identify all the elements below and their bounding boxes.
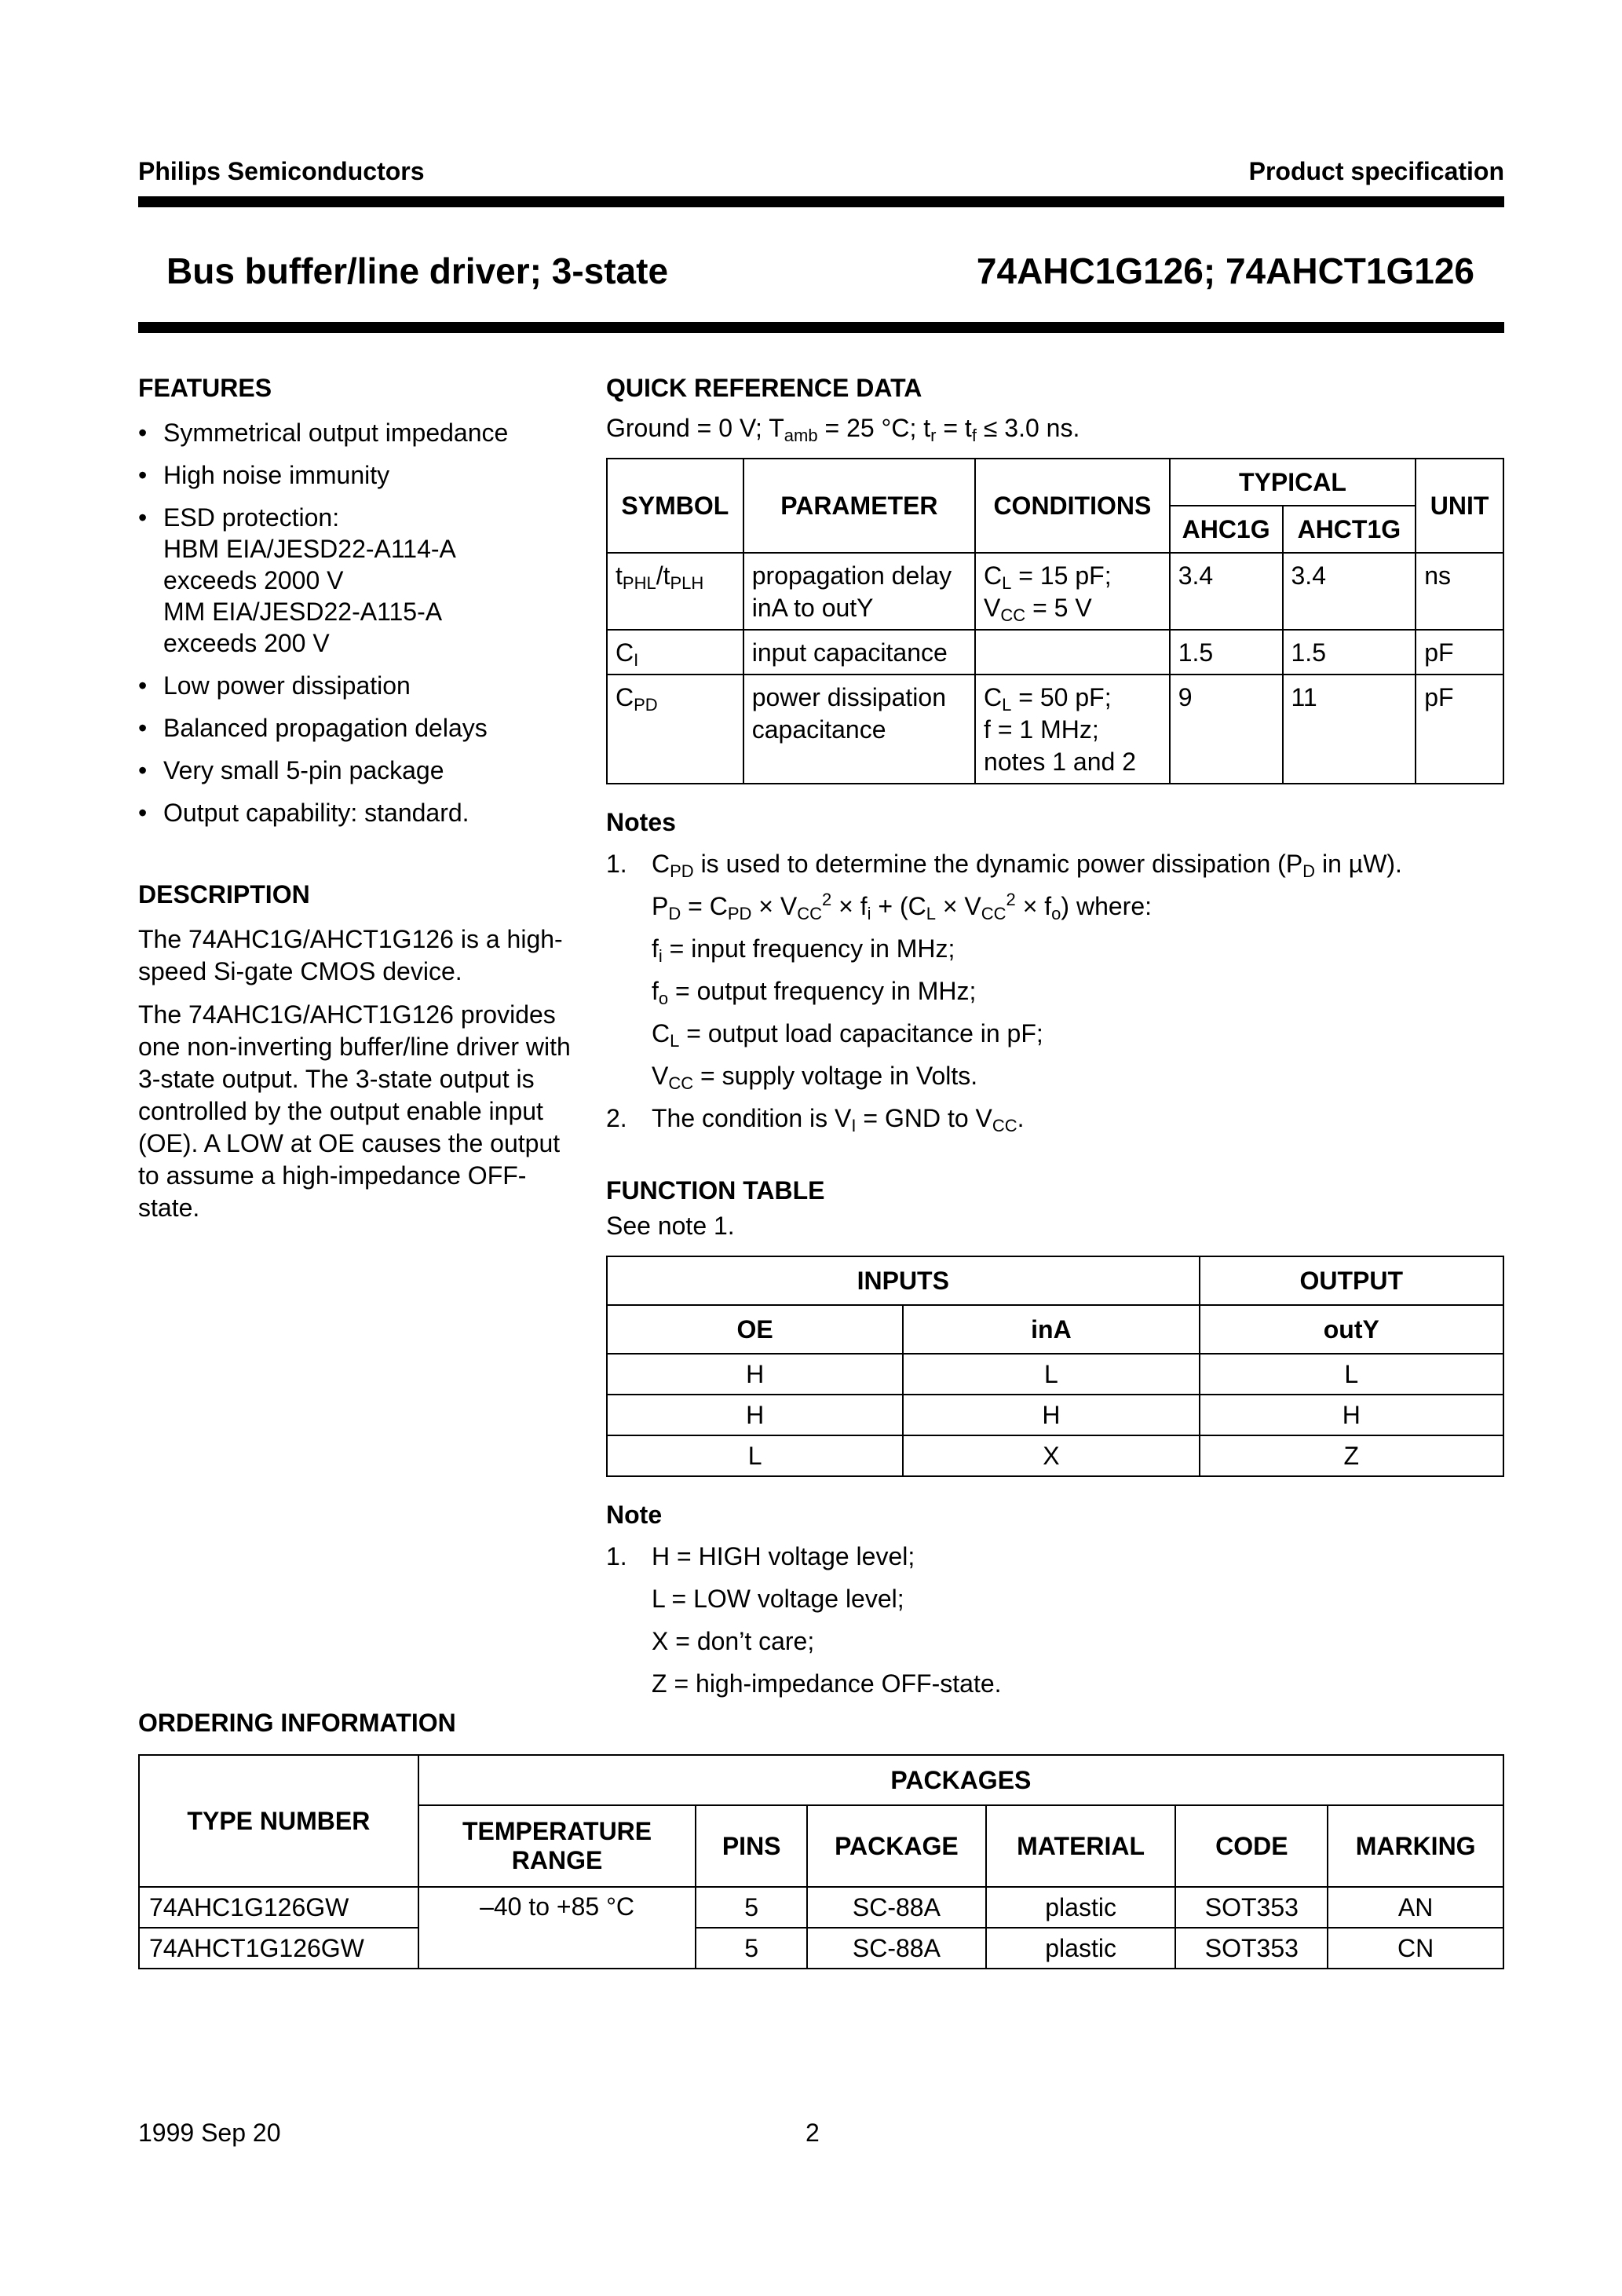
description-heading: DESCRIPTION <box>138 880 310 909</box>
col-header-outy: outY <box>1200 1305 1503 1354</box>
oe-value: H <box>607 1354 903 1395</box>
page-number: 2 <box>806 2119 820 2147</box>
function-note-line: L = LOW voltage level; <box>652 1585 904 1613</box>
title-rule <box>138 322 1504 333</box>
ina-value: H <box>903 1395 1199 1435</box>
unit-cell: pF <box>1416 630 1503 675</box>
col-header-temperature-range: TEMPERATURE RANGE <box>418 1805 696 1887</box>
parameter-cell: propagation delay inA to outY <box>743 553 975 630</box>
col-header-parameter: PARAMETER <box>743 459 975 553</box>
function-note-line: X = don’t care; <box>652 1627 815 1655</box>
packages-group-header: PACKAGES <box>418 1755 1503 1805</box>
table-row <box>607 1354 1503 1395</box>
unit-cell: ns <box>1416 553 1503 630</box>
function-note-1: 1. H = HIGH voltage level; <box>606 1542 915 1570</box>
table-row <box>607 630 1503 675</box>
oe-value: L <box>607 1435 903 1476</box>
outy-value: L <box>1200 1354 1503 1395</box>
outy-value: Z <box>1200 1435 1503 1476</box>
feature-item: • Symmetrical output impedance <box>138 417 578 448</box>
feature-item: • High noise immunity <box>138 459 578 491</box>
unit-cell: pF <box>1416 675 1503 784</box>
function-note-list <box>606 1541 1504 1699</box>
part-numbers: 74AHC1G126; 74AHCT1G126 <box>976 250 1474 291</box>
definition-fi: $f_i$ = input frequency in MHz; <box>652 934 955 966</box>
package-cell: SC-88A <box>807 1887 986 1928</box>
package-cell: SC-88A <box>807 1928 986 1969</box>
ahct1g-value: 11 <box>1283 675 1416 784</box>
function-note-heading: Note <box>606 1501 663 1529</box>
col-header-symbol: SYMBOL <box>607 459 743 553</box>
col-header-ahct1g: AHCT1G <box>1283 506 1416 553</box>
col-header-ina: inA <box>903 1305 1199 1354</box>
col-header-conditions: CONDITIONS <box>975 459 1170 553</box>
function-table <box>606 1256 1504 1477</box>
definition-fo: $f_o$ = output frequency in MHz; <box>652 977 977 1008</box>
col-header-pins: PINS <box>696 1805 807 1887</box>
col-header-code: CODE <box>1175 1805 1328 1887</box>
ina-value: X <box>903 1435 1199 1476</box>
top-rule <box>138 196 1504 207</box>
document-type: Product specification <box>1248 157 1504 185</box>
marking-cell: AN <box>1328 1887 1503 1928</box>
quick-reference-heading: QUICK REFERENCE DATA <box>606 374 922 402</box>
pins-cell: 5 <box>696 1887 807 1928</box>
parameter-cell: power dissipation capacitance <box>743 675 975 784</box>
features-list <box>138 417 578 828</box>
temperature-cell: –40 to +85 °C <box>418 1887 696 1969</box>
output-group-header: OUTPUT <box>1200 1256 1503 1305</box>
marking-cell: CN <box>1328 1928 1503 1969</box>
col-header-material: MATERIAL <box>986 1805 1176 1887</box>
col-header-marking: MARKING <box>1328 1805 1503 1887</box>
power-equation: $P_D = C_{PD} \times V_{CC}^2 \times f_i + (C_L \times V_{CC}^2 \times f_o)$ where: <box>652 890 1152 923</box>
symbol-cell: $C_{PD}$ <box>607 675 743 784</box>
note-2: 2. The condition is $V_I$ = GND to $V_{CC}$. <box>606 1104 1025 1135</box>
ahc1g-value: 3.4 <box>1170 553 1283 630</box>
ahct1g-value: 3.4 <box>1283 553 1416 630</box>
features-heading: FEATURES <box>138 374 272 402</box>
conditions-cell: $C_L = 50$ pF; f = 1 MHz; notes 1 and 2 <box>975 675 1170 784</box>
description-body <box>138 923 578 1224</box>
col-header-package: PACKAGE <box>807 1805 986 1887</box>
col-header-oe: OE <box>607 1305 903 1354</box>
quick-reference-conditions: Ground = 0 V; $T_{amb} = 25$ °C; $t_r = t_f \le 3.0$ ns. <box>606 414 1080 445</box>
quick-reference-table <box>606 458 1504 784</box>
ahc1g-value: 1.5 <box>1170 630 1283 675</box>
function-note-line: Z = high-impedance OFF-state. <box>652 1669 1002 1698</box>
inputs-group-header: INPUTS <box>607 1256 1200 1305</box>
table-row <box>139 1928 1503 1969</box>
code-cell: SOT353 <box>1175 1928 1328 1969</box>
material-cell: plastic <box>986 1887 1176 1928</box>
definition-vcc: $V_{CC}$ = supply voltage in Volts. <box>652 1062 978 1093</box>
feature-item: • Very small 5-pin package <box>138 755 578 786</box>
function-table-heading: FUNCTION TABLE <box>606 1176 825 1205</box>
table-row <box>607 1395 1503 1435</box>
ahc1g-value: 9 <box>1170 675 1283 784</box>
footer-date: 1999 Sep 20 <box>138 2119 281 2147</box>
table-row <box>139 1887 1503 1928</box>
feature-item: • Balanced propagation delays <box>138 712 578 744</box>
ahct1g-value: 1.5 <box>1283 630 1416 675</box>
table-row <box>607 553 1503 630</box>
ordering-table <box>138 1754 1504 1969</box>
document-title: Bus buffer/line driver; 3-state <box>166 250 669 291</box>
outy-value: H <box>1200 1395 1503 1435</box>
type-number-cell: 74AHC1G126GW <box>139 1887 418 1928</box>
feature-item-esd: • ESD protection: HBM EIA/JESD22-A114-A exceeds 2000 V MM EIA/JESD22-A115-A exceeds 200 V <box>138 502 578 659</box>
code-cell: SOT353 <box>1175 1887 1328 1928</box>
conditions-cell <box>975 630 1170 675</box>
feature-item: • Output capability: standard. <box>138 797 578 828</box>
company-name: Philips Semiconductors <box>138 157 425 185</box>
col-header-unit: UNIT <box>1416 459 1503 553</box>
right-column <box>606 374 1504 1710</box>
conditions-cell: $C_L = 15$ pF; $V_{CC} = 5$ V <box>975 553 1170 630</box>
description-paragraph: The 74AHC1G/AHCT1G126 is a high-speed Si-gate CMOS device. <box>138 925 563 985</box>
table-row <box>607 675 1503 784</box>
notes-heading: Notes <box>606 808 676 836</box>
left-column <box>138 374 578 1224</box>
ina-value: L <box>903 1354 1199 1395</box>
symbol-cell: $C_I$ <box>607 630 743 675</box>
definition-cl: $C_L$ = output load capacitance in pF; <box>652 1019 1043 1051</box>
table-row <box>607 1435 1503 1476</box>
pins-cell: 5 <box>696 1928 807 1969</box>
type-number-cell: 74AHCT1G126GW <box>139 1928 418 1969</box>
ordering-heading: ORDERING INFORMATION <box>138 1709 456 1737</box>
parameter-cell: input capacitance <box>743 630 975 675</box>
col-header-typical: TYPICAL <box>1170 459 1416 506</box>
description-paragraph: The 74AHC1G/AHCT1G126 provides one non-inverting buffer/line driver with 3-state output. The 3-state output is controlled by the output enable input (OE). A LOW at OE causes the output to assume a high-impedance OFF-state. <box>138 1000 571 1222</box>
note-1: 1. $C_{PD}$ is used to determine the dynamic power dissipation ($P_D$ in µW). <box>606 850 1402 881</box>
col-header-ahc1g: AHC1G <box>1170 506 1283 553</box>
function-table-subtitle: See note 1. <box>606 1212 735 1240</box>
notes-list <box>606 848 1504 1134</box>
oe-value: H <box>607 1395 903 1435</box>
symbol-cell: $t_{PHL}/t_{PLH}$ <box>607 553 743 630</box>
feature-item: • Low power dissipation <box>138 670 578 701</box>
col-header-type-number: TYPE NUMBER <box>139 1755 418 1887</box>
material-cell: plastic <box>986 1928 1176 1969</box>
